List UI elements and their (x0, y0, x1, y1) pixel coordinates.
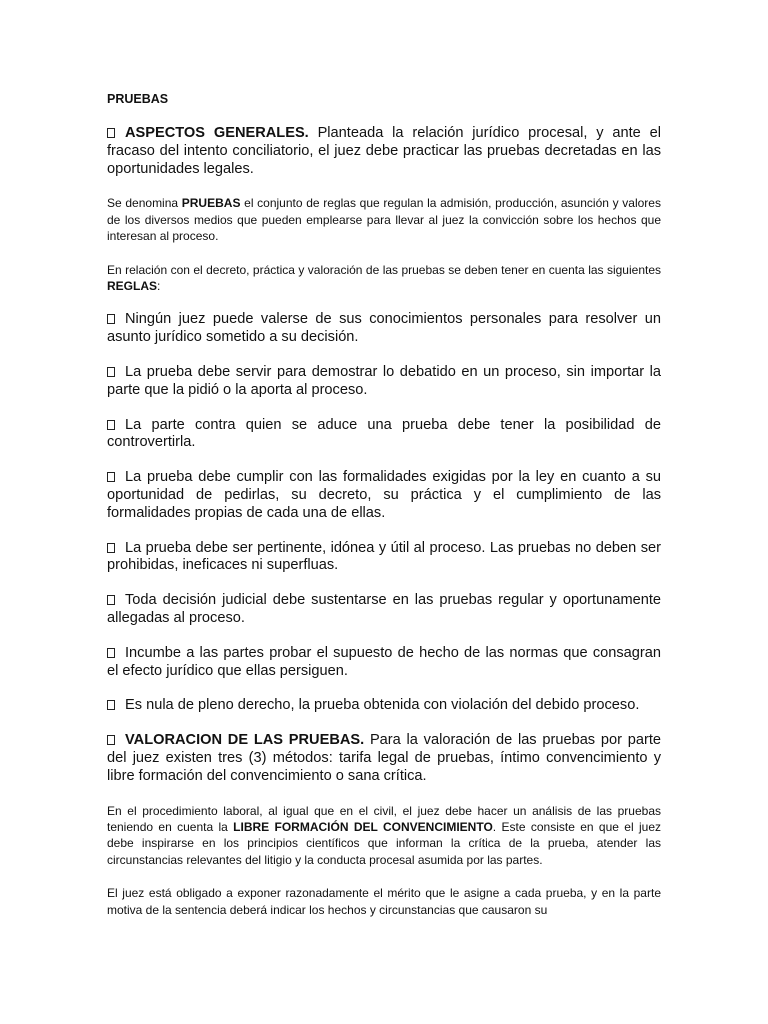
bullet-box-icon (107, 367, 115, 377)
paragraph-pruebas-definition (107, 195, 661, 244)
rule-text: Toda decisión judicial debe sustentarse en las pruebas regular y oportunamente allegadas al proceso. (107, 592, 661, 626)
bold-term: REGLAS (107, 279, 158, 294)
rule-text: La prueba debe cumplir con las formalidades exigidas por la ley en cuanto a su oportunidad de pedirlas, su decreto, su práctica y el cumplimiento de las formalidades propias de cada una de ellas. (107, 469, 661, 521)
rule-item (107, 697, 661, 715)
paragraph-text: En el procedimiento laboral, al igual que en el civil, el juez debe hacer un análisis de las pruebas teniendo en cuenta la (107, 803, 661, 834)
bullet-box-icon (107, 128, 115, 138)
bullet-box-icon (107, 420, 115, 430)
bullet-box-icon (107, 543, 115, 553)
bullet-box-icon (107, 735, 115, 745)
rule-item (107, 364, 661, 400)
rule-item (107, 540, 661, 576)
section-text: Para la valoración de las pruebas por parte del juez existen tres (3) métodos: tarifa legal de pruebas, íntimo convencimiento y libre formación del convencimiento o sana crítica. (107, 732, 661, 784)
paragraph-text: el conjunto de reglas que regulan la admisión, producción, asunción y valores de los diversos medios que pueden emplearse para llevar al juez la convicción sobre los hechos que interesan al proceso. (107, 196, 661, 244)
section-text: Planteada la relación jurídico procesal, y ante el fracaso del intento conciliatorio, el juez debe practicar las pruebas decretadas en las oportunidades legales. (107, 125, 661, 177)
rule-text: Es nula de pleno derecho, la prueba obtenida con violación del debido proceso. (125, 697, 640, 714)
paragraph-reglas-intro (107, 262, 661, 295)
paragraph-text: En relación con el decreto, práctica y valoración de las pruebas se deben tener en cuenta las siguientes (107, 262, 661, 277)
section-heading: VALORACION DE LAS PRUEBAS. (125, 732, 365, 749)
bold-term: PRUEBAS (181, 196, 241, 211)
bullet-box-icon (107, 700, 115, 710)
rule-item (107, 469, 661, 522)
rule-item (107, 311, 661, 347)
bullet-box-icon (107, 595, 115, 605)
rule-item (107, 417, 661, 453)
bullet-box-icon (107, 314, 115, 324)
section-heading: ASPECTOS GENERALES. (125, 125, 309, 141)
paragraph-libre-formacion (107, 803, 661, 869)
paragraph-text: : (157, 279, 161, 294)
paragraph-merito: El juez está obligado a exponer razonadamente el mérito que le asigne a cada prueba, y en la parte motiva de la sentencia deberá indicar los hechos y circunstancias que causaron su (107, 886, 661, 917)
bullet-box-icon (107, 472, 115, 482)
section-aspectos-generales (107, 125, 661, 178)
document-title: PRUEBAS (107, 92, 169, 106)
section-valoracion (107, 732, 661, 785)
rule-text: La parte contra quien se aduce una prueba debe tener la posibilidad de controvertirla. (107, 416, 661, 451)
document-body (107, 91, 661, 936)
rule-text: La prueba debe servir para demostrar lo debatido en un proceso, sin importar la parte que la pidió o la aporta al proceso. (107, 364, 661, 398)
bold-term: LIBRE FORMACIÓN DEL CONVENCIMIENTO (233, 819, 493, 834)
bullet-box-icon (107, 648, 115, 658)
paragraph-text: . Este consiste en que el juez debe inspirarse en los principios científicos que informan la crítica de la prueba, atender las circunstancias relevantes del litigio y la conducta procesal asumida por las partes. (107, 819, 661, 867)
rule-text: La prueba debe ser pertinente, idónea y útil al proceso. Las pruebas no deben ser prohibidas, ineficaces ni superfluas. (107, 539, 661, 574)
rule-text: Incumbe a las partes probar el supuesto de hecho de las normas que consagran el efecto jurídico que ellas persiguen. (107, 644, 661, 679)
paragraph-text: Se denomina (107, 196, 182, 211)
rule-item (107, 592, 661, 628)
rule-item (107, 645, 661, 681)
rule-text: Ningún juez puede valerse de sus conocimientos personales para resolver un asunto jurídico sometido a su decisión. (107, 311, 661, 346)
